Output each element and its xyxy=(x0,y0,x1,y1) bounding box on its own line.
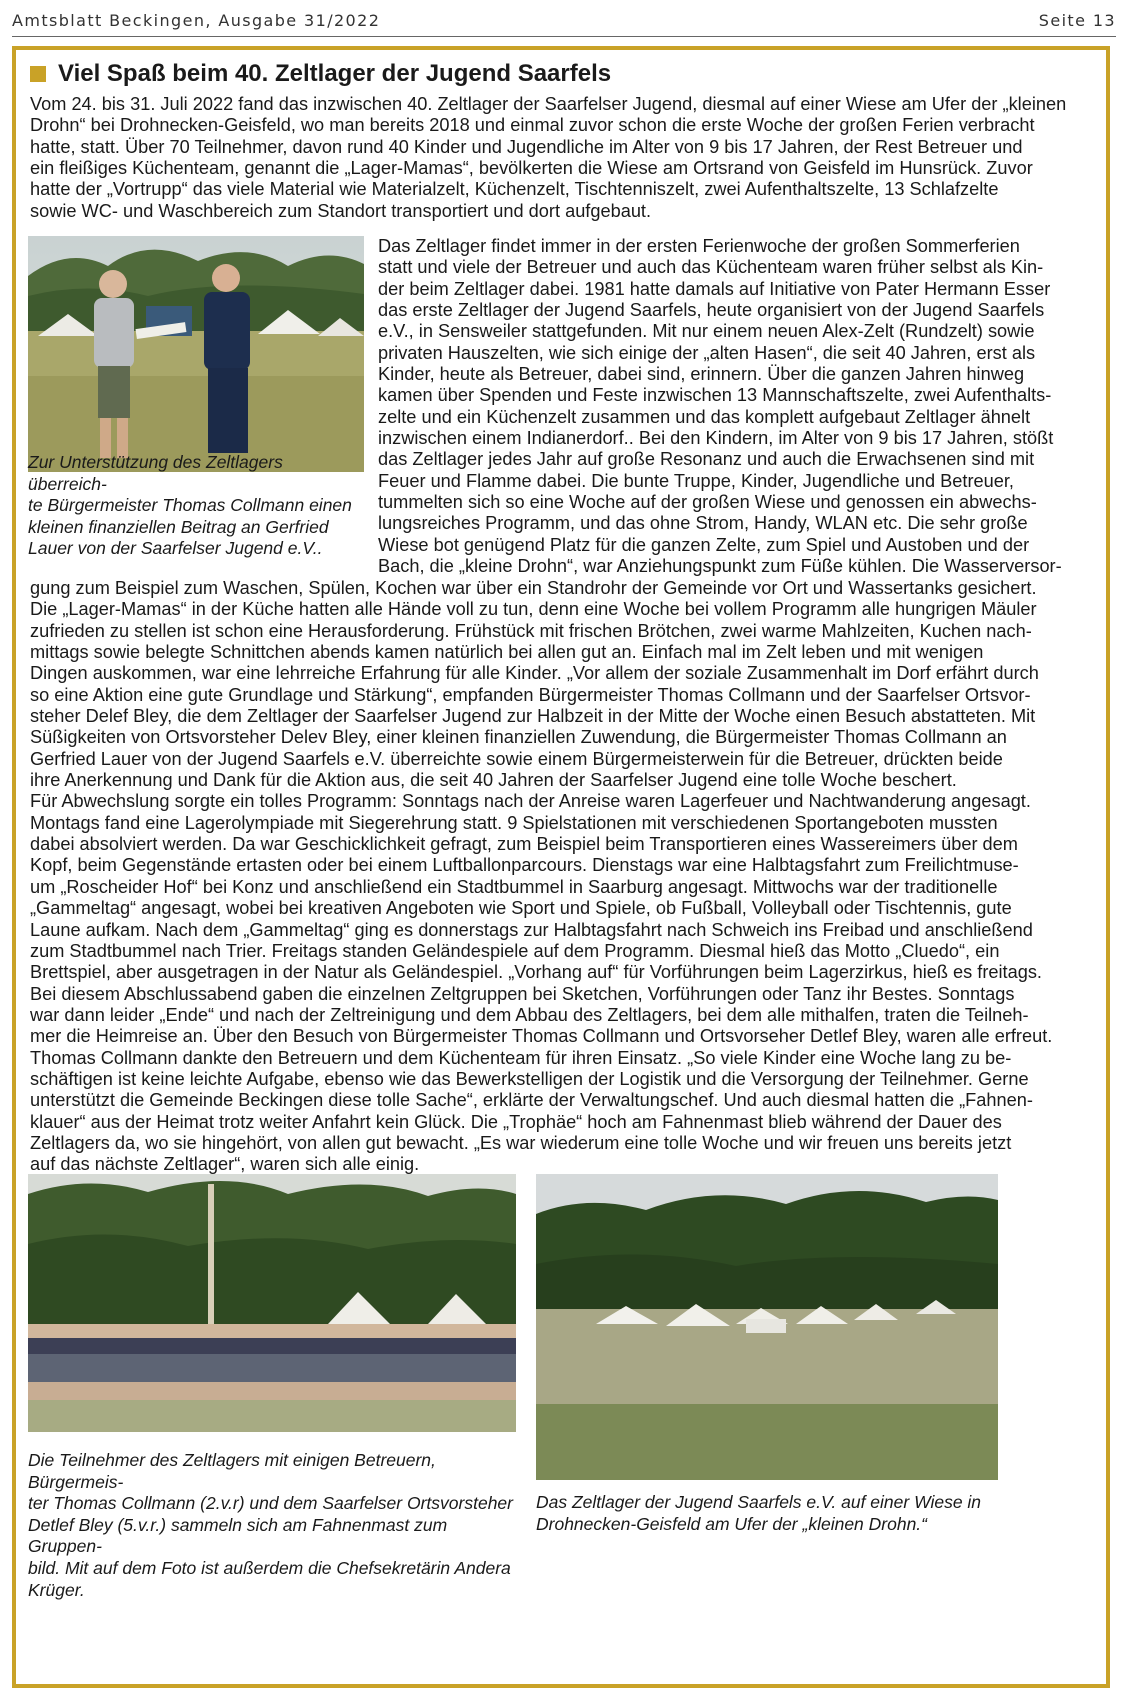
camp-photo xyxy=(536,1174,998,1480)
article-column-text: Das Zeltlager findet immer in der ersten Ferienwoche der großen Sommerferien statt und viele der Betreuer und auch das Küchenteam waren früher selbst als Kin- der beim Zeltlager dabei. 1981 hatte damals auf Initiative von Pater Hermann Esser das erste Zeltlager der Jugend Saarfels, heute organisiert von der Jugend Saarfels e.V., in Sensweiler stattgefunden. Mit nur einem neuen Alex-Zelt (Rundzelt) sowie privaten Hauszelten, wie sich einige der „alten Hasen“, die seit 40 Jahren, erst als Kinder, heute als Betreuer, dabei sind, erinnern. Über die ganzen Jahren hinweg kamen über Spenden und Feste inzwischen 13 Mannschaftszelte, zwei Aufenthalts- zelte und ein Küchenzelt zusammen und das komplett aufgebaut Zeltlager ähnelt inzwischen einem Indianerdorf.. Bei den Kindern, im Alter von 9 bis 17 Jahren, stößt das Zeltlager jedes Jahr auf große Resonanz und auch die Erwachsenen sind mit Feuer und Flamme dabei. Die bunte Truppe, Kinder, Jugendliche und Betreuer, tummelten sich so eine Woche auf der großen Wiese und genossen ein abwechs- lungsreiches Programm, und das ohne Strom, Handy, WLAN etc. Die sehr große Wiese bot genügend Platz für die ganzen Zelte, zum Spiel und Austoben und der Bach, die „kleine Drohn“, war Anziehungspunkt zum Füße kühlen. Die Wasserversor- xyxy=(378,236,1062,577)
group-photo xyxy=(28,1174,516,1432)
page-number: Seite 13 xyxy=(1038,10,1116,30)
group-photo-illustration xyxy=(28,1174,516,1432)
header-rule xyxy=(12,36,1116,37)
article-intro: Vom 24. bis 31. Juli 2022 fand das inzwischen 40. Zeltlager der Saarfelser Jugend, diesmal auf einer Wiese am Ufer der „kleinen Drohn“ bei Drohnecken-Geisfeld, wo man bereits 2018 und einmal zuvor schon die erste Woche der großen Ferien verbracht hatte, statt. Über 70 Teilnehmer, davon rund 40 Kinder und Jugendliche im Alter von 9 bis 17 Jahren, der Rest Betreuer und ein fleißiges Küchenteam, genannt die „Lager-Mamas“, bevölkerten die Wiese am Ortsrand von Geisfeld im Hunsrück. Zuvor hatte der „Vortrupp“ das viele Material wie Materialzelt, Küchenzelt, Tischtenniszelt, zwei Aufenthaltszelte, 13 Schlafzelte sowie WC- und Waschbereich zum Standort transportiert und dort aufgebaut. xyxy=(30,94,1067,221)
camp-photo-illustration xyxy=(536,1174,998,1480)
handover-photo-illustration xyxy=(28,236,364,472)
article-body: gung zum Beispiel zum Waschen, Spülen, Kochen war über ein Standrohr der Gemeinde vor Ort und Wassertanks gesichert. Die „Lager-Mamas“ in der Küche hatten alle Hände voll zu tun, denn eine Woche bei vollem Programm alle hungrigen Mäuler zufrieden zu stellen ist schon eine Herausforderung. Frühstück mit frischen Brötchen, zwei warme Mahlzeiten, Kuchen nach- mittags sowie belegte Schnittchen abends kamen natürlich bei allen gut an. Einfach mal im Zelt leben und mit wenigen Dingen auskommen, war eine lehrreiche Erfahrung für alle Kinder. „Vor allem der soziale Zusammenhalt im Dorf erfährt durch so eine Aktion eine gute Grundlage und Stärkung“, empfanden Bürgermeister Thomas Collmann und der Saarfelser Ortsvor- steher Delef Bley, die dem Zeltlager der Saarfelser Jugend zur Halbzeit in der Mitte der Woche einen Besuch abstatteten. Mit Süßigkeiten von Ortsvorsteher Delev Bley, einer kleinen finanziellen Zuwendung, die Bürgermeister Thomas Collmann an Gerfried Lauer von der Jugend Saarfels e.V. überreichte sowie einem Bürgermeisterwein für die Betreuer, drückten beide ihre Anerkennung und Dank für die Aktion aus, die seit 40 Jahren der Saarfelser Jugend eine tolle Woche beschert. Für Abwechslung sorgte ein tolles Programm: Sonntags nach der Anreise waren Lagerfeuer und Nachtwanderung angesagt. Montags fand eine Lagerolympiade mit Siegerehrung statt. 9 Spielstationen mit verschiedenen Sportangeboten mussten dabei absolviert werden. Da war Geschicklichkeit gefragt, zum Beispiel beim Transportieren eines Wassereimers über dem Kopf, beim Gegenstände ertasten oder bei einem Luftballonparcours. Dienstags war eine Halbtagsfahrt zum Freilichtmuse- um „Roscheider Hof“ bei Konz und anschließend ein Stadtbummel in Saarburg angesagt. Mittwochs war der traditionelle „Gammeltag“ angesagt, wobei bei kreativen Angeboten wie Sport und Spiele, ob Fußball, Volleyball oder Tischtennis, gute Laune aufkam. Nach dem „Gammeltag“ ging es donnerstags zur Halbtagsfahrt nach Schweich ins Freibad und anschließend zum Stadtbummel nach Trier. Freitags standen Geländespiele auf dem Programm. Diesmal hieß das Motto „Cluedo“, ein Brettspiel, aber ausgetragen in der Natur als Geländespiel. „Vorhang auf“ für Vorführungen beim Lagerzirkus, hieß es freitags. Bei diesem Abschlussabend gaben die einzelnen Zeltgruppen bei Sketchen, Vorführungen oder Tanz ihr Bestes. Sonntags war dann leider „Ende“ und nach der Zeltreinigung und dem Abbau des Zeltlagers, bei dem alle mithalfen, traten die Teilneh- mer die Heimreise an. Über den Besuch von Bürgermeister Thomas Collmann und Ortsvorseher Detlef Bley, waren alle erfreut. Thomas Collmann dankte den Betreuern und dem Küchenteam für ihren Einsatz. „So viele Kinder eine Woche lang zu be- schäftigen ist keine leichte Aufgabe, ebenso wie das Bewerkstelligen der Logistik und die Versorgung der Teilnehmer. Gerne unterstützt die Gemeinde Beckingen diese tolle Sache“, erklärte der Verwaltungschef. Und auch diesmal hatten die „Fahnen- klauer“ aus der Heimat trotz weiter Anfahrt kein Glück. Die „Trophäe“ hoch am Fahnenmast blieb während der Dauer des Zeltlagers da, wo sie hingehört, von allen gut bewacht. „Es war wiederum eine tolle Woche und wir freuen uns bereits jetzt auf das nächste Zeltlager“, waren sich alle einig. xyxy=(30,578,1053,1175)
handover-caption: Zur Unterstützung des Zeltlagers überreich- te Bürgermeister Thomas Collmann einen kleinen finanziellen Beitrag an Gerfried Lauer von der Saarfelser Jugend e.V.. xyxy=(28,452,352,559)
camp-caption: Das Zeltlager der Jugend Saarfels e.V. auf einer Wiese in Drohnecken-Geisfeld am Ufer der „kleinen Drohn.“ xyxy=(536,1492,982,1534)
handover-photo xyxy=(28,236,364,472)
page-header xyxy=(12,6,1116,34)
publication-name: Amtsblatt Beckingen, Ausgabe 31/2022 xyxy=(12,10,381,30)
group-caption: Die Teilnehmer des Zeltlagers mit einigen Betreuern, Bürgermeis- ter Thomas Collmann (2.v.r) und dem Saarfelser Ortsvorsteher Detlef Bley (5.v.r.) sammeln sich am Fahnenmast zum Gruppen- bild. Mit auf dem Foto ist außerdem die Chefsekretärin Andera Krüger. xyxy=(28,1450,513,1600)
title-marker-icon xyxy=(30,66,46,82)
article-title xyxy=(30,60,611,88)
article-title-text: Viel Spaß beim 40. Zeltlager der Jugend Saarfels xyxy=(58,60,612,87)
